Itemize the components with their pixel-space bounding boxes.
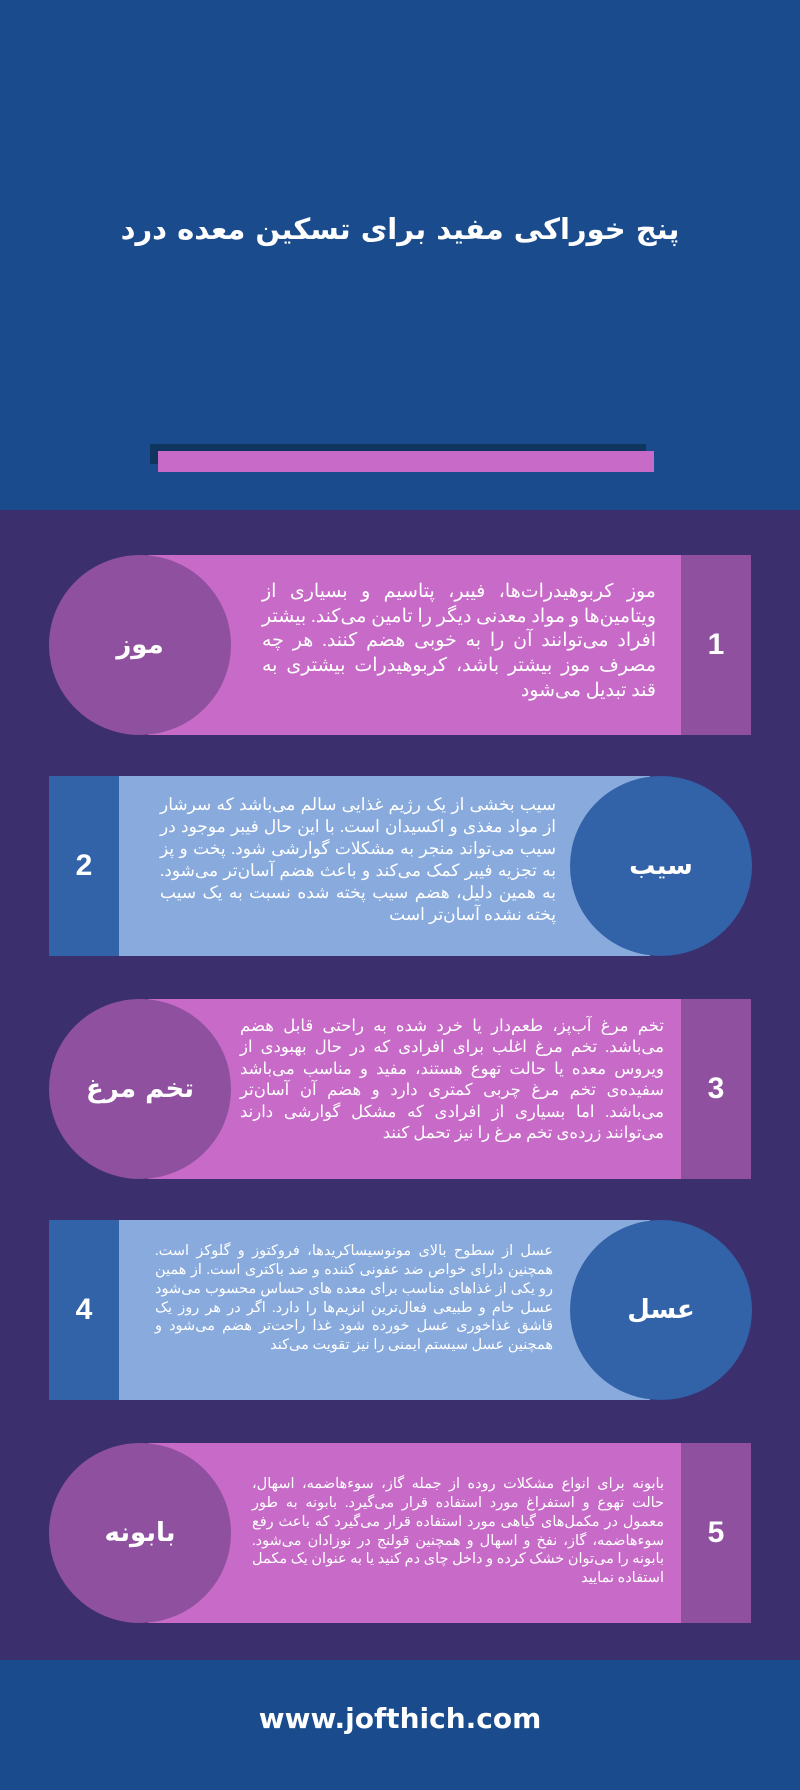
page-title: پنج خوراکی مفید برای تسکین معده درد [120,212,680,246]
food-card-5 [0,1443,800,1623]
card-description: موز کربوهیدرات‌ها، فیبر، پتاسیم و بسیاری از ویتامین‌ها و مواد معدنی دیگر را تامین می‌کند. بیشتر افراد می‌توانند آن را به خوبی هضم کنند. هر چه مصرف موز بیشتر باشد، کربوهیدرات بیشتری به قند تبدیل می‌شود [262,581,656,701]
food-card-2 [0,776,800,956]
card-description: تخم مرغ آب‌پز، طعم‌دار یا خرد شده به راحتی قابل هضم می‌باشد. تخم مرغ اغلب برای افرادی که در حال بهبودی از ویروس معده یا حالت تهوع هستند، مفید و مناسب می‌باشد سفیده‌ی تخم مرغ چربی کمتری دارد و هضم آن آسان‌تر می‌باشد. اما بسیاری از افرادی که مشکل گوارشی دارند می‌توانند زرده‌ی تخم مرغ را نیز تحمل کنند [240,1016,664,1143]
card-title-circle: تخم مرغ [49,999,231,1179]
website-link[interactable]: www.jofthich.com [258,1702,542,1735]
card-title-circle: موز [49,555,231,735]
card-description: سیب بخشی از یک رژیم غذایی سالم می‌باشد که سرشار از مواد مغذی و اکسیدان است. با این حال فیبر موجود در سیب می‌تواند منجر به مشکلات گوارشی شود. پخت و پز به تجزیه فیبر کمک می‌کند و باعث هضم آسان‌تر می‌شود. به همین دلیل، هضم سیب پخته شده نسبت به یک سیب پخته نشده آسان‌تر است [160,795,556,925]
card-description: بابونه برای انواع مشکلات روده از جمله گاز، سوءهاضمه، اسهال، حالت تهوع و استفراغ مورد استفاده قرار می‌گیرد. بابونه به طور معمول در مکمل‌های گیاهی مورد استفاده قرار می‌گیرد که باعث رفع سوءهاضمه، گاز، نفخ و اسهال و همچنین قولنج در نوزادان می‌شود. بابونه را می‌توان خشک کرده و داخل چای دم کنید یا به عنوان یک مکمل استفاده نمایید [252,1476,664,1587]
food-card-1 [0,555,800,735]
card-number: 4 [49,1220,119,1400]
header [0,0,800,510]
food-card-3 [0,999,800,1179]
card-title-circle: بابونه [49,1443,231,1623]
content-area [0,510,800,1660]
card-description: عسل از سطوح بالای مونوسیساکریدها، فروکتوز و گلوکز است. همچنین دارای خواص ضد عفونی کننده و ضد باکتری است. از همین رو یکی از غذاهای مناسب برای معده های حساس محسوب می‌شود عسل خام و طبیعی فعال‌ترین انزیم‌ها را دارد. اگر در هر روز یک قاشق غذاخوری عسل خورده شود غذا راحت‌تر هضم می‌شود و همچنین عسل سیستم ایمنی را نیز تقویت می‌کند [155,1243,553,1354]
card-number: 1 [681,555,751,735]
card-number: 5 [681,1443,751,1623]
card-number: 3 [681,999,751,1179]
footer [0,1660,800,1790]
food-card-4 [0,1220,800,1400]
card-number: 2 [49,776,119,956]
card-title-circle: عسل [570,1220,752,1400]
card-title-circle: سیب [570,776,752,956]
title-bar [158,451,654,472]
